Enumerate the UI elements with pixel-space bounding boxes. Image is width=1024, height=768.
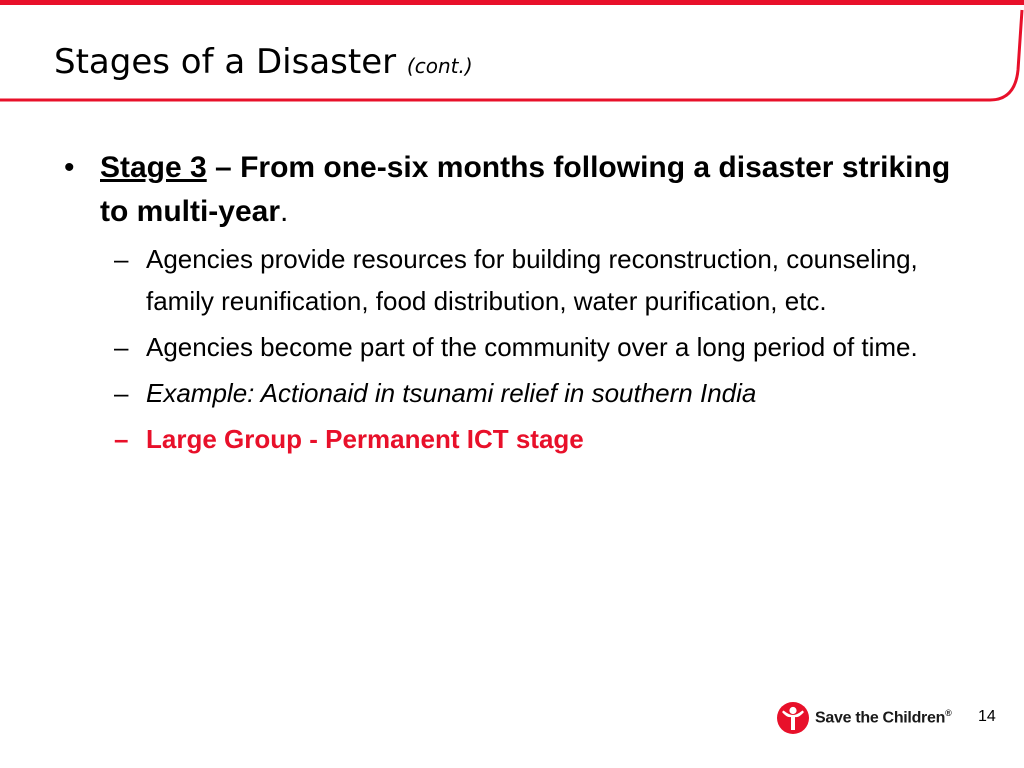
sub-bullet-ict-stage — [64, 418, 964, 460]
dash-mark: – — [114, 378, 129, 408]
sub-bullet-example — [64, 372, 964, 414]
title-suffix: (cont.) — [406, 54, 473, 78]
slide-body — [64, 146, 964, 464]
main-bullet — [64, 146, 964, 234]
sub-bullet-text: Large Group - Permanent ICT stage — [146, 424, 584, 454]
save-the-children-logo — [776, 698, 951, 738]
sub-bullet-resources — [64, 238, 964, 322]
sub-bullet-text: Agencies provide resources for building reconstruction, counseling, family reunification, food distribution, water purification, etc. — [146, 244, 918, 316]
sub-bullet-text: Example: Actionaid in tsunami relief in southern India — [146, 378, 757, 408]
slide-title — [54, 40, 473, 88]
save-the-children-figure-icon — [776, 701, 810, 735]
bullet-symbol: • — [64, 151, 75, 184]
header-red-bar — [0, 0, 1024, 5]
sub-bullet-list — [64, 238, 964, 460]
page-number: 14 — [978, 708, 996, 725]
sub-bullet-text: Agencies become part of the community over a long period of time. — [146, 332, 918, 362]
logo-text — [815, 708, 951, 727]
stage-end-punct: . — [280, 195, 289, 228]
stage-label: Stage 3 — [100, 151, 207, 184]
logo-trademark: ® — [945, 708, 952, 719]
dash-mark: – — [114, 424, 129, 454]
dash-mark: – — [114, 244, 129, 274]
title-text: Stages of a Disaster — [54, 42, 397, 82]
dash-mark: – — [114, 332, 129, 362]
sub-bullet-community — [64, 326, 964, 368]
stage-description: – From one-six months following a disaster striking to multi-year — [100, 151, 951, 228]
logo-name: Save the Children — [815, 709, 946, 727]
